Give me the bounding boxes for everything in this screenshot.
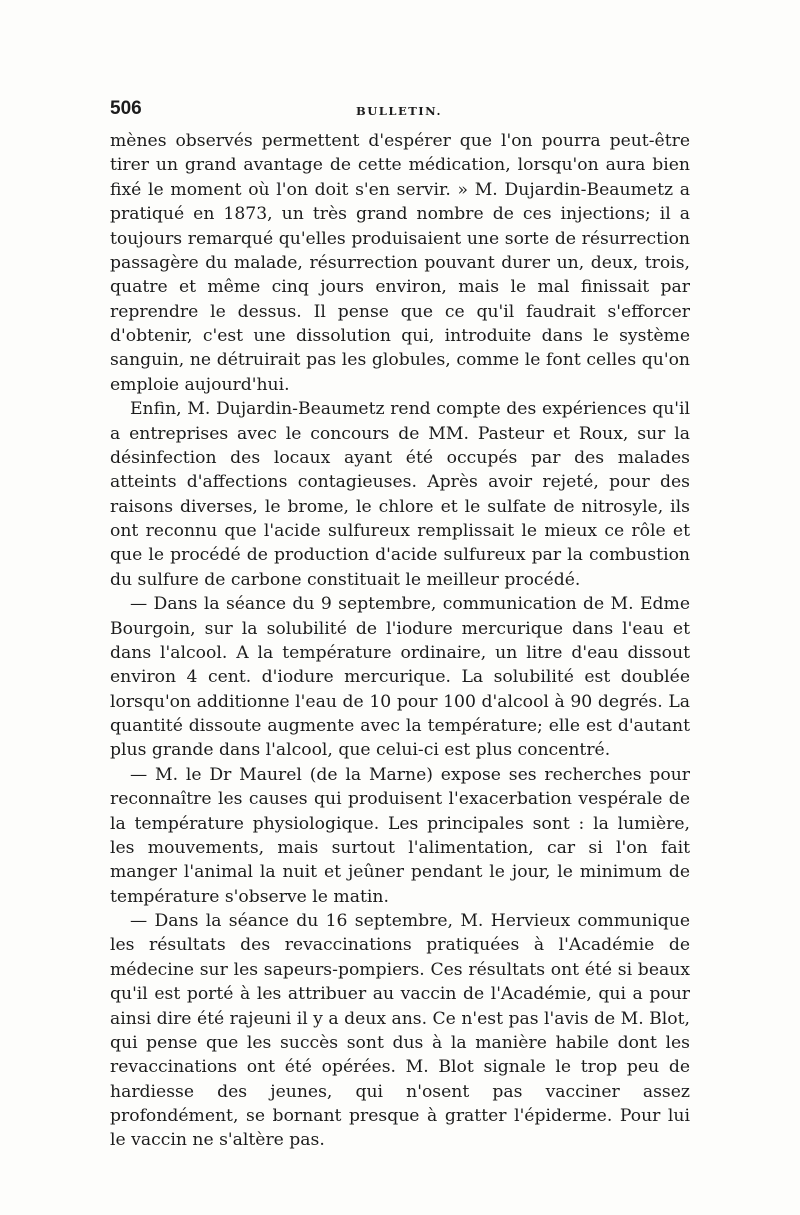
paragraph-disinfection: Enfin, M. Dujardin-Beaumetz rend compte des expériences qu'il a entreprises avec le concours de MM. Pasteur et Roux, sur la désinfection des locaux ayant été occupés par des malades atteints d'affections contagieuses. Après avoir rejeté, pour des raisons diverses, le brome, le chlore et le sulfate de nitrosyle, ils ont reconnu que l'acide sulfureux remplissait le mieux ce rôle et que le procédé de production d'acide sulfureux par la combustion du sulfure de carbone constituait le meilleur procédé. xyxy=(110,399,690,590)
paragraph-iodure-solubility: — Dans la séance du 9 septembre, communication de M. Edme Bourgoin, sur la solubilité de l'iodure mercurique dans l'eau et dans l'alcool. A la température ordinaire, un litre d'eau dissout environ 4 cent. d'iodure mercurique. La solubilité est doublée lorsqu'on additionne l'eau de 10 pour 100 d'alcool à 90 degrés. La quantité dissoute augmente avec la température; elle est d'autant plus grande dans l'alcool, que celui-ci est plus concentré. xyxy=(110,594,690,761)
body-text xyxy=(110,129,690,1153)
page-number: 506 xyxy=(110,98,142,119)
paragraph-revaccinations: — Dans la séance du 16 septembre, M. Hervieux communique les résultats des revaccinations pratiquées à l'Académie de médecine sur les sapeurs-pompiers. Ces résultats ont été si beaux qu'il est porté à les attribuer au vaccin de l'Académie, qui a pour ainsi dire été rajeuni il y a deux ans. Ce n'est pas l'avis de M. Blot, qui pense que les succès sont dus à la manière habile dont les revaccinations ont été opérées. M. Blot signale le trop peu de hardiesse des jeunes, qui n'osent pas vacciner assez profondément, se bornant presque à gratter l'épiderme. Pour lui le vaccin ne s'altère pas. xyxy=(110,911,690,1151)
page-header xyxy=(110,98,688,128)
paragraph-injections: mènes observés permettent d'espérer que l'on pourra peut-être tirer un grand avantage de cette médication, lorsqu'on aura bien fixé le moment où l'on doit s'en servir. » M. Dujardin-Beaumetz a pratiqué en 1873, un très grand nombre de ces injections; il a toujours remarqué qu'elles produisaient une sorte de résurrection passagère du malade, résurrection pouvant durer un, deux, trois, quatre et même cinq jours environ, mais le mal finissait par reprendre le dessus. Il pense que ce qu'il faudrait s'efforcer d'obtenir, c'est une dissolution qui, introduite dans le système sanguin, ne détruirait pas les globules, comme le font celles qu'on emploie aujourd'hui. xyxy=(110,131,690,395)
paragraph-temperature: — M. le Dr Maurel (de la Marne) expose ses recherches pour reconnaître les causes qui produisent l'exacerbation vespérale de la température physiologique. Les principales sont : la lumière, les mouvements, mais surtout l'alimentation, car si l'on fait manger l'animal la nuit et jeûner pendant le jour, le minimum de température s'observe le matin. xyxy=(110,764,690,907)
running-head: BULLETIN. xyxy=(356,104,442,118)
